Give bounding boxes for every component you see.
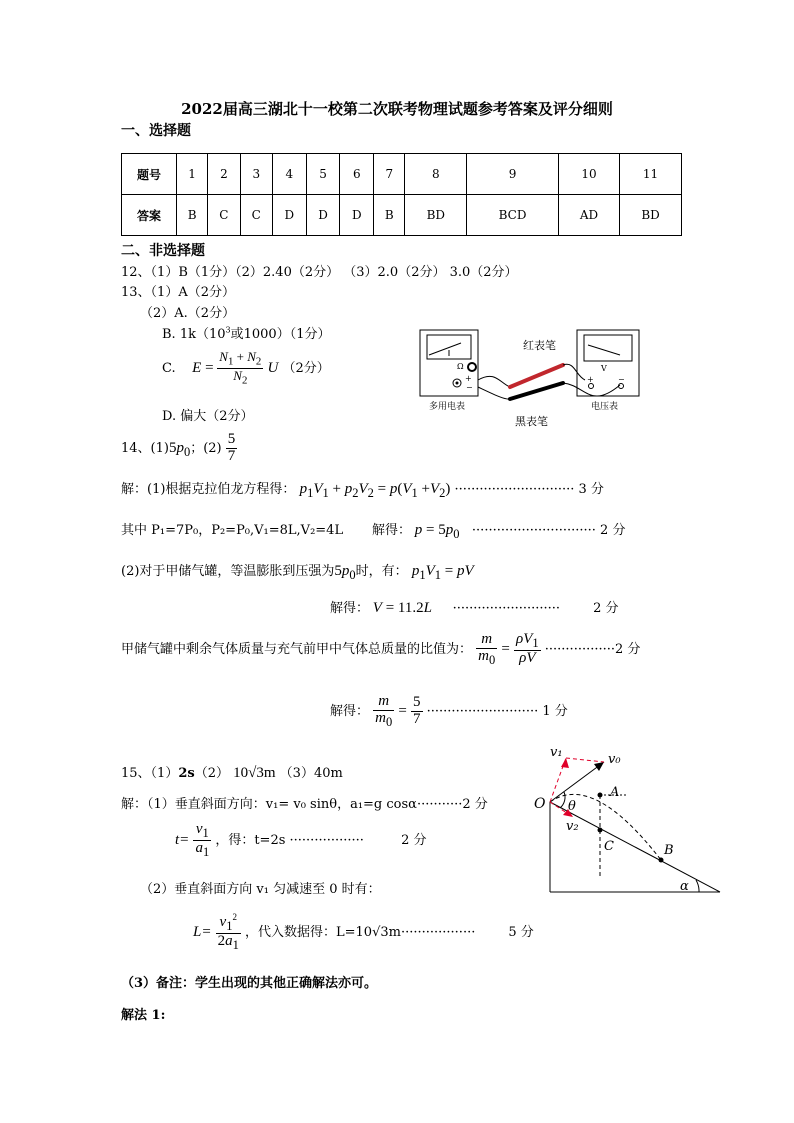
table-cell: 7 (374, 154, 405, 195)
voltmeter-label: 电压表 (591, 402, 619, 412)
projectile-diagram (528, 742, 724, 898)
table-cell: D (340, 195, 374, 236)
q12-answer: 12、（1）B（1分）（2）2.40（2分） （3）2.0（2分） 3.0（2分） (121, 265, 518, 280)
q14-result: 解得： $\frac{m}{m_0}$ = $\frac{5}{7}$ ··························· 1 分 (330, 693, 568, 729)
table-row (122, 195, 682, 236)
plus-label: + (465, 374, 472, 383)
table-cell: 9 (467, 154, 559, 195)
minus-label-2: − (618, 375, 625, 384)
v-label: V (601, 364, 607, 373)
table-cell: BD (405, 195, 467, 236)
v2-label: v₂ (566, 819, 579, 834)
table-header-cell: 答案 (122, 195, 177, 236)
plus-label-2: + (587, 375, 594, 384)
table-cell: 11 (620, 154, 682, 195)
minus-label: − (466, 383, 473, 392)
table-cell: 4 (272, 154, 306, 195)
black-probe-label: 黑表笔 (515, 415, 548, 428)
table-cell: BD (620, 195, 682, 236)
table-cell: 6 (340, 154, 374, 195)
theta-label: θ (568, 799, 576, 814)
q14-volume: 解得： V = 11.2L ·························· 2 分 (330, 600, 619, 616)
q13-line4: C. E = $\frac{N_1 + N_2}{N_2}$ U （2分） (162, 349, 330, 387)
table-cell: 5 (306, 154, 340, 195)
q14-ratio: 甲储气罐中剩余气体质量与充气前甲中气体总质量的比值为： $\frac{m}{m_0}$ = $\frac{\rho V_1}{\rho V}$ ·················2 分 (121, 631, 641, 667)
red-probe-label: 红表笔 (523, 339, 556, 352)
table-cell: 3 (240, 154, 272, 195)
table-cell: B (177, 195, 208, 236)
q14-part2: (2)对于甲储气罐，等温膨胀到压强为$5p_0$时，有： $p_1V_1$ = pV (121, 563, 474, 582)
q13-line3: B. $1k(10^3$或1000）（1分） (162, 325, 331, 342)
q14-where: 其中 P₁=7P₀，P₂=P₀,V₁=8L,V₂=4L 解得： $p = 5p_0$ ······························ 2 分 (121, 522, 626, 541)
point-o-label: O (534, 796, 546, 812)
q14-sol1: 解：(1)根据克拉伯龙方程得： $p_1V_1 + p_2V_2 = p(V_1 +V_2)$ ····························· 3 分 (121, 481, 604, 500)
q15-length: L= $\frac{v_1^2}{2a_1}$ ，代入数据得：L=10√3m·················· 5 分 (193, 912, 534, 953)
q15-answer: 15、（1）2s（2） 10√3m （3）40m (121, 765, 343, 781)
table-cell: C (208, 195, 240, 236)
table-cell: D (272, 195, 306, 236)
table-cell: AD (558, 195, 619, 236)
q14-answer: 14、$(1)5p_0$；(2) $\frac{5}{7}$ (121, 431, 236, 464)
section-choice: 一、选择题 (121, 123, 191, 139)
alpha-label: α (680, 879, 689, 894)
point-b-label: B (664, 843, 674, 858)
q15-part2: （2）垂直斜面方向 v₁ 匀减速至 0 时有： (140, 882, 381, 897)
multimeter-label: 多用电表 (429, 402, 466, 412)
table-cell: B (374, 195, 405, 236)
table-cell: C (240, 195, 272, 236)
q13-line5: D. 偏大（2分） (162, 409, 254, 424)
q15-method: 解法 1: (121, 1008, 166, 1023)
q13-line1: 13、（1）A（2分） (121, 285, 235, 300)
ohm-label: Ω (457, 362, 464, 371)
point-a-label: A (610, 785, 620, 800)
section-nonchoice: 二、非选择题 (121, 243, 205, 259)
v0-label: v₀ (608, 752, 621, 767)
table-cell: 2 (208, 154, 240, 195)
table-cell: 1 (177, 154, 208, 195)
q15-time: t= $\frac{v_1}{a_1}$ ，得：t=2s ·················· 2 分 (175, 821, 427, 860)
v1-label: v₁ (550, 745, 563, 760)
q13-line2: （2）A.（2分） (140, 306, 236, 321)
circuit-diagram (415, 325, 645, 430)
page-title: 2022届高三湖北十一校第二次联考物理试题参考答案及评分细则 (181, 100, 613, 118)
q15-sol: 解：（1）垂直斜面方向：v₁= v₀ sinθ，a₁=g cosα···········2 分 (121, 797, 488, 812)
q15-note: （3）备注：学生出现的其他正确解法亦可。 (121, 976, 378, 991)
table-cell: 8 (405, 154, 467, 195)
table-header-cell: 题号 (122, 154, 177, 195)
table-row (122, 154, 682, 195)
table-cell: BCD (467, 195, 559, 236)
table-cell: 10 (558, 154, 619, 195)
table-cell: D (306, 195, 340, 236)
answer-table (121, 153, 682, 236)
point-c-label: C (604, 839, 614, 854)
